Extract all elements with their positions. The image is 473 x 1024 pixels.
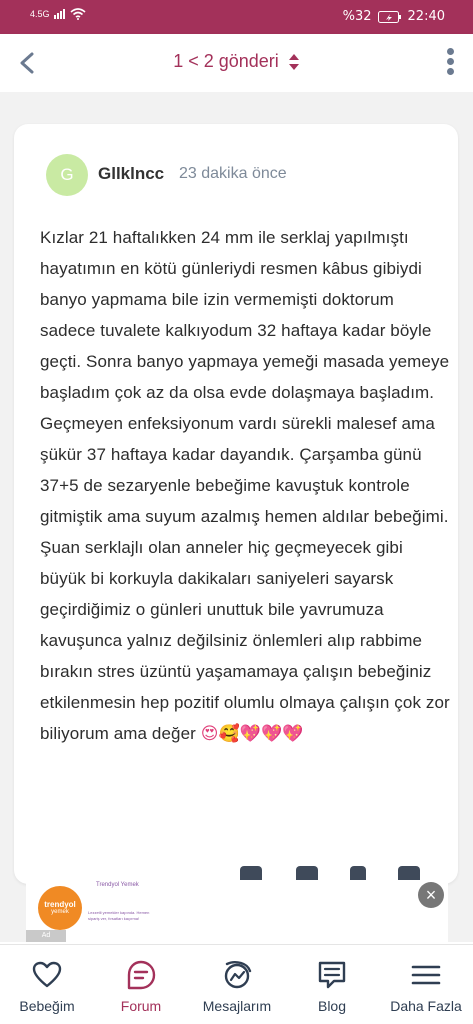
nav-label-bebegim: Bebeğim (19, 998, 75, 1014)
battery-percent: %32 (342, 9, 372, 24)
post-emojis: 😍🥰💖💖💖 (200, 724, 304, 743)
nav-daha-fazla[interactable] (381, 959, 471, 1014)
post-card (14, 124, 458, 884)
ad-brand: trendyol (44, 900, 76, 909)
ad-description: Lezzetli yemekler kapında. Hemen sipariş ver, fırsatları kaçırma! (88, 910, 150, 921)
bottom-nav (0, 944, 473, 1024)
battery-icon (378, 11, 402, 23)
page-selector[interactable] (0, 51, 473, 72)
sort-arrows-icon (288, 53, 300, 71)
avatar[interactable]: G (46, 154, 88, 196)
signal-icon (54, 9, 66, 19)
messages-icon (221, 959, 253, 991)
post-body-text: Kızlar 21 haftalıkken 24 mm ile serklaj yapılmıştı hayatımın en kötü günleriydi resmen kâbus gibiydi banyo yapmama bile izin vermemişti doktorum sadece tuvalete kalkıyodum 32 haftaya kadar böyle geçti. Sonra banyo yapmaya yemeği masada yemeye başladım çok az da olsa evde dolaşmaya başladım. Geçmeyen enfeksiyonum vardı sürekli malesef ama şükür 37 haftaya kadar dayandık. Çarşamba günü 37+5 de sezaryenle bebeğime kavuştuk kontrole gitmiştik ama suyum azalmış hemen aldılar bebeğimi. Şuan serklajlı olan anneler hiç geçmeyecek gibi büyük bi korkuyla dakikaları saniyeleri sayarsk geçirdiğimiz o günleri unuttuk bile yavrumuza kavuşunca yalnız değilsiniz önlemleri alıp rabbime bırakın stres üzüntü yaşamamaya çalışın bebeğiniz etkilenmesin hep pozitif olumlu olmaya çalışın çok zor biliyorum ama değer (40, 228, 450, 743)
blog-icon (316, 959, 348, 991)
nav-mesajlarim[interactable] (192, 959, 282, 1014)
heart-icon (31, 959, 63, 991)
nav-blog[interactable] (287, 959, 377, 1014)
top-header (0, 34, 473, 92)
nav-label-daha-fazla: Daha Fazla (390, 998, 462, 1014)
nav-label-forum: Forum (120, 998, 162, 1014)
ad-brand-sub: yemek (51, 909, 69, 915)
more-options-icon[interactable] (447, 48, 455, 78)
ad-close-button[interactable]: × (418, 882, 444, 908)
nav-label-blog: Blog (317, 998, 347, 1014)
nav-forum[interactable] (96, 959, 186, 1014)
nav-label-mesajlarim: Mesajlarım (202, 998, 272, 1014)
ad-logo[interactable] (38, 886, 82, 930)
forum-icon (125, 959, 157, 991)
clock: 22:40 (407, 9, 445, 24)
status-bar (0, 0, 473, 34)
wifi-icon (70, 8, 86, 20)
menu-icon (410, 959, 442, 991)
post-username[interactable]: Gllklncc (98, 164, 165, 183)
status-right (343, 9, 445, 24)
status-left (30, 8, 86, 20)
post-body (40, 222, 450, 749)
ad-title[interactable]: Trendyol Yemek (96, 882, 139, 888)
nav-bebegim[interactable] (2, 959, 92, 1014)
ad-tag: Ad (26, 930, 66, 942)
network-type: 4.5G (30, 9, 50, 19)
pager-label: 1 < 2 gönderi (173, 51, 279, 71)
post-time: 23 dakika önce (179, 165, 287, 182)
ad-banner[interactable] (26, 880, 448, 944)
